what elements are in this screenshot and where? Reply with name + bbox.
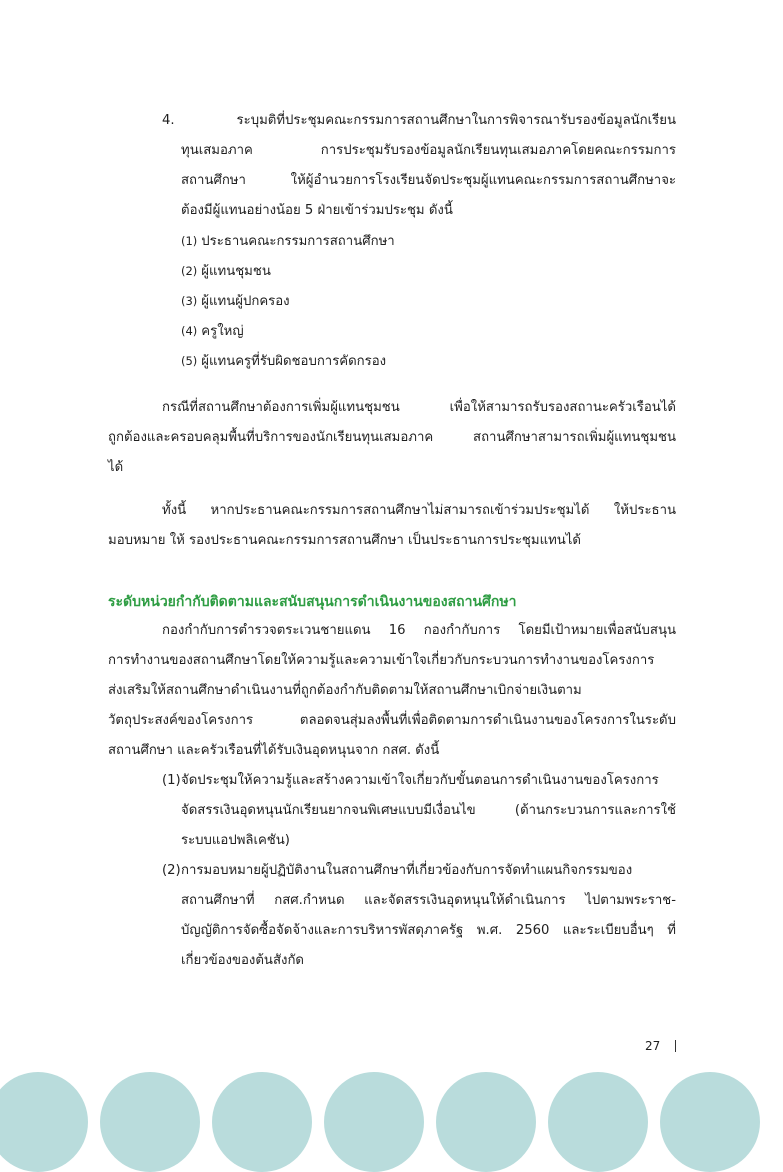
section-item-number: (1) bbox=[162, 773, 181, 788]
section-item-2-line-4: เกี่ยวข้องของต้นสังกัด bbox=[181, 953, 304, 968]
member-number: (5) bbox=[181, 354, 198, 368]
section-body-line-4: วัตถุประสงค์ของโครงการ ตลอดจนสุ่มลงพื้นที่เพื่อติดตามการดำเนินงานของโครงการในระดับ bbox=[108, 713, 676, 728]
section-item-1-line-2: จัดสรรเงินอุดหนุนนักเรียนยากจนพิเศษแบบมีเงื่อนไข (ด้านกระบวนการและการใช้ bbox=[181, 803, 676, 818]
item4-line-1: 4. ระบุมติที่ประชุมคณะกรรมการสถานศึกษาในการพิจารณารับรองข้อมูลนักเรียน bbox=[162, 113, 676, 128]
section-item-1-line-1: จัดประชุมให้ความรู้และสร้างความเข้าใจเกี่ยวกับขั้นตอนการดำเนินงานของโครงการ bbox=[181, 773, 659, 788]
member-item bbox=[181, 286, 290, 317]
member-text: ประธานคณะกรรมการสถานศึกษา bbox=[201, 234, 395, 249]
footer-scallop bbox=[0, 1072, 88, 1172]
community-para-line-3: ได้ bbox=[108, 460, 124, 475]
chair-para-line-1: ทั้งนี้ หากประธานคณะกรรมการสถานศึกษาไม่สามารถเข้าร่วมประชุมได้ ให้ประธาน bbox=[162, 503, 676, 518]
section-item-number: (2) bbox=[162, 863, 181, 878]
member-item bbox=[181, 316, 244, 347]
item4-line-4: ต้องมีผู้แทนอย่างน้อย 5 ฝ่ายเข้าร่วมประชุม ดังนี้ bbox=[181, 203, 453, 218]
member-item bbox=[181, 256, 271, 287]
chair-para-line-2: มอบหมาย ให้ รองประธานคณะกรรมการสถานศึกษา เป็นประธานการประชุมแทนได้ bbox=[108, 533, 581, 548]
section-body-line-2: การทำงานของสถานศึกษาโดยให้ความรู้และความเข้าใจเกี่ยวกับกระบวนการทำงานของโครงการ bbox=[108, 653, 655, 668]
member-text: ผู้แทนชุมชน bbox=[201, 264, 271, 279]
footer-scallop bbox=[660, 1072, 760, 1172]
member-item bbox=[181, 226, 395, 257]
member-text: ผู้แทนครูที่รับผิดชอบการคัดกรอง bbox=[201, 354, 387, 369]
section-item-2-line-2: สถานศึกษาที่ กสศ.กำหนด และจัดสรรเงินอุดหนุนให้ดำเนินการ ไปตามพระราช- bbox=[181, 893, 676, 908]
footer-scallop bbox=[436, 1072, 536, 1172]
member-number: (2) bbox=[181, 264, 198, 278]
section-item-2-line-3: บัญญัติการจัดซื้อจัดจ้างและการบริหารพัสดุภาครัฐ พ.ศ. 2560 และระเบียบอื่นๆ ที่ bbox=[181, 923, 676, 938]
section-body-line-3: ส่งเสริมให้สถานศึกษาดำเนินงานที่ถูกต้องกำกับติดตามให้สถานศึกษาเบิกจ่ายเงินตาม bbox=[108, 683, 582, 698]
footer-scallop bbox=[100, 1072, 200, 1172]
item4-line-3: สถานศึกษา ให้ผู้อำนวยการโรงเรียนจัดประชุมผู้แทนคณะกรรมการสถานศึกษาจะ bbox=[181, 173, 676, 188]
page-number: 27 bbox=[645, 1039, 661, 1053]
member-item bbox=[181, 346, 386, 377]
member-number: (1) bbox=[181, 234, 198, 248]
member-number: (3) bbox=[181, 294, 198, 308]
item4-line-2: ทุนเสมอภาค การประชุมรับรองข้อมูลนักเรียนทุนเสมอภาคโดยคณะกรรมการ bbox=[181, 143, 676, 158]
member-number: (4) bbox=[181, 324, 198, 338]
footer-scallop bbox=[324, 1072, 424, 1172]
member-text: ผู้แทนผู้ปกครอง bbox=[201, 294, 290, 309]
section-body-line-5: สถานศึกษา และครัวเรือนที่ได้รับเงินอุดหนุนจาก กสศ. ดังนี้ bbox=[108, 743, 440, 758]
section-heading: ระดับหน่วยกำกับติดตามและสนับสนุนการดำเนินงานของสถานศึกษา bbox=[108, 594, 517, 610]
section-body-line-1: กองกำกับการตำรวจตระเวนชายแดน 16 กองกำกับการ โดยมีเป้าหมายเพื่อสนับสนุน bbox=[162, 623, 676, 638]
section-item-2-line-1: การมอบหมายผู้ปฏิบัติงานในสถานศึกษาที่เกี่ยวข้องกับการจัดทำแผนกิจกรรมของ bbox=[181, 863, 633, 878]
page-number-divider bbox=[675, 1040, 676, 1052]
member-text: ครูใหญ่ bbox=[201, 324, 244, 339]
community-para-line-1: กรณีที่สถานศึกษาต้องการเพิ่มผู้แทนชุมชน เพื่อให้สามารถรับรองสถานะครัวเรือนได้ bbox=[162, 400, 676, 415]
footer-scallop bbox=[212, 1072, 312, 1172]
community-para-line-2: ถูกต้องและครอบคลุมพื้นที่บริการของนักเรียนทุนเสมอภาค สถานศึกษาสามารถเพิ่มผู้แทนชุมชน bbox=[108, 430, 676, 445]
footer-scallop bbox=[548, 1072, 648, 1172]
section-item-1-line-3: ระบบแอปพลิเคชัน) bbox=[181, 833, 290, 848]
